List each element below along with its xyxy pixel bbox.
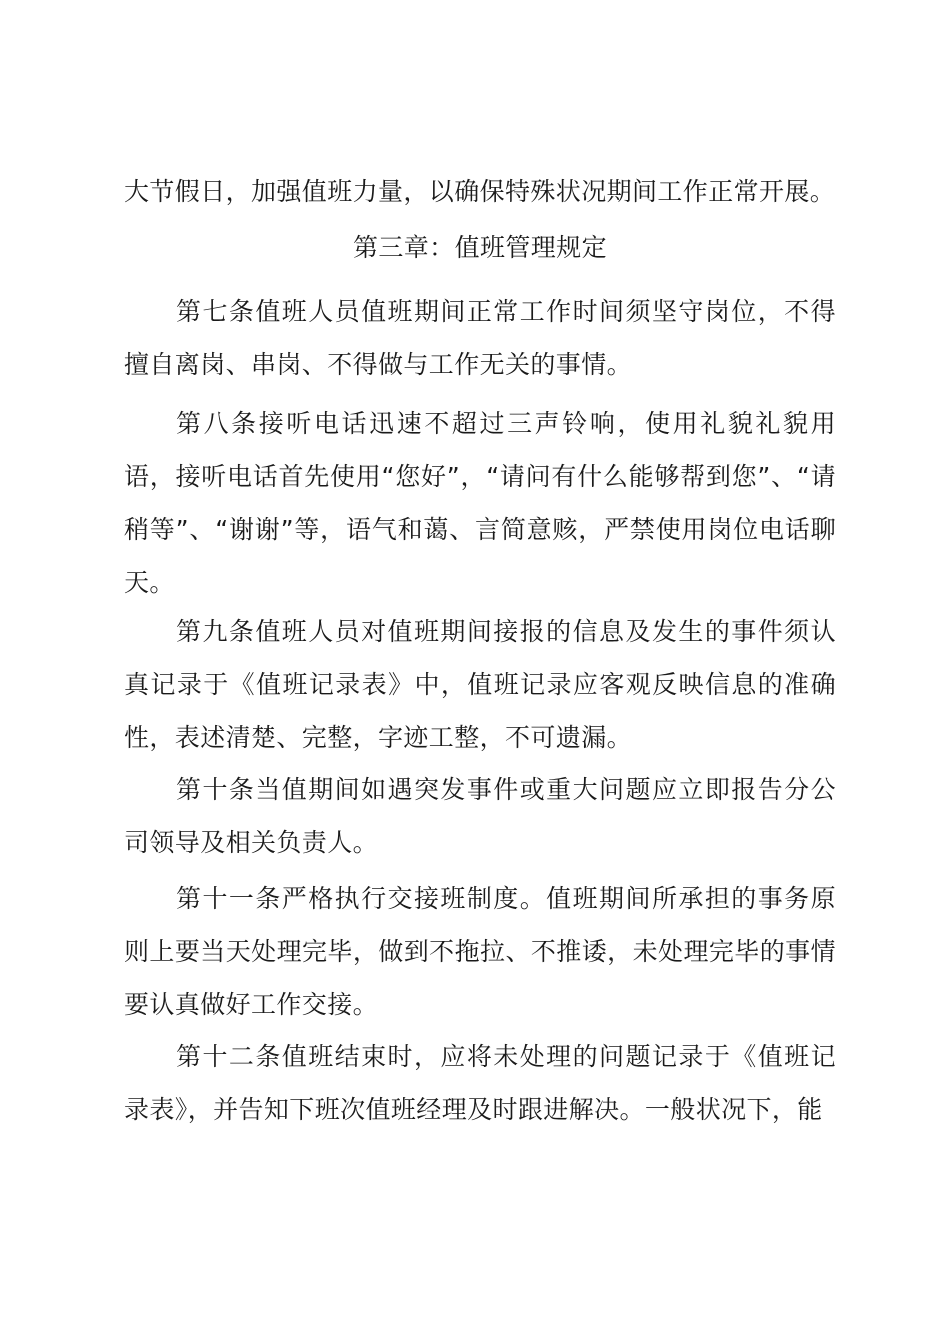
article-11-paragraph: 第十一条严格执行交接班制度。值班期间所承担的事务原则上要当天处理完毕，做到不拖拉、不推诿，未处理完毕的事情要认真做好工作交接。 — [124, 884, 836, 1019]
article-12-paragraph: 第十二条值班结束时，应将未处理的问题记录于《值班记录表》，并告知下班次值班经理及时跟进解决。一般状况下，能 — [124, 1042, 836, 1124]
chapter-heading-block — [124, 221, 836, 274]
article-8-paragraph: 第八条接听电话迅速不超过三声铃响，使用礼貌礼貌用语，接听电话首先使用“您好”，“请问有什么能够帮到您”、“请稍等”、“谢谢”等，语气和蔼、言简意赅，严禁使用岗位电话聊天。 — [124, 409, 836, 597]
article-11-block — [124, 872, 836, 1031]
continuation-paragraph: 大节假日，加强值班力量，以确保特殊状况期间工作正常开展。 — [124, 177, 836, 206]
continuation-text-block — [124, 165, 836, 218]
article-7-paragraph: 第七条值班人员值班期间正常工作时间须坚守岗位，不得擅自离岗、串岗、不得做与工作无关的事情。 — [124, 297, 836, 379]
chapter-heading: 第三章：值班管理规定 — [352, 233, 607, 262]
article-12-block — [124, 1030, 836, 1136]
article-7-block — [124, 285, 836, 391]
article-9-paragraph: 第九条值班人员对值班期间接报的信息及发生的事件须认真记录于《值班记录表》中，值班记录应客观反映信息的准确性，表述清楚、完整，字迹工整，不可遗漏。 — [124, 617, 836, 752]
article-10-paragraph: 第十条当值期间如遇突发事件或重大问题应立即报告分公司领导及相关负责人。 — [124, 775, 836, 857]
article-9-block — [124, 605, 836, 764]
article-10-block — [124, 763, 836, 869]
article-8-block — [124, 397, 836, 609]
